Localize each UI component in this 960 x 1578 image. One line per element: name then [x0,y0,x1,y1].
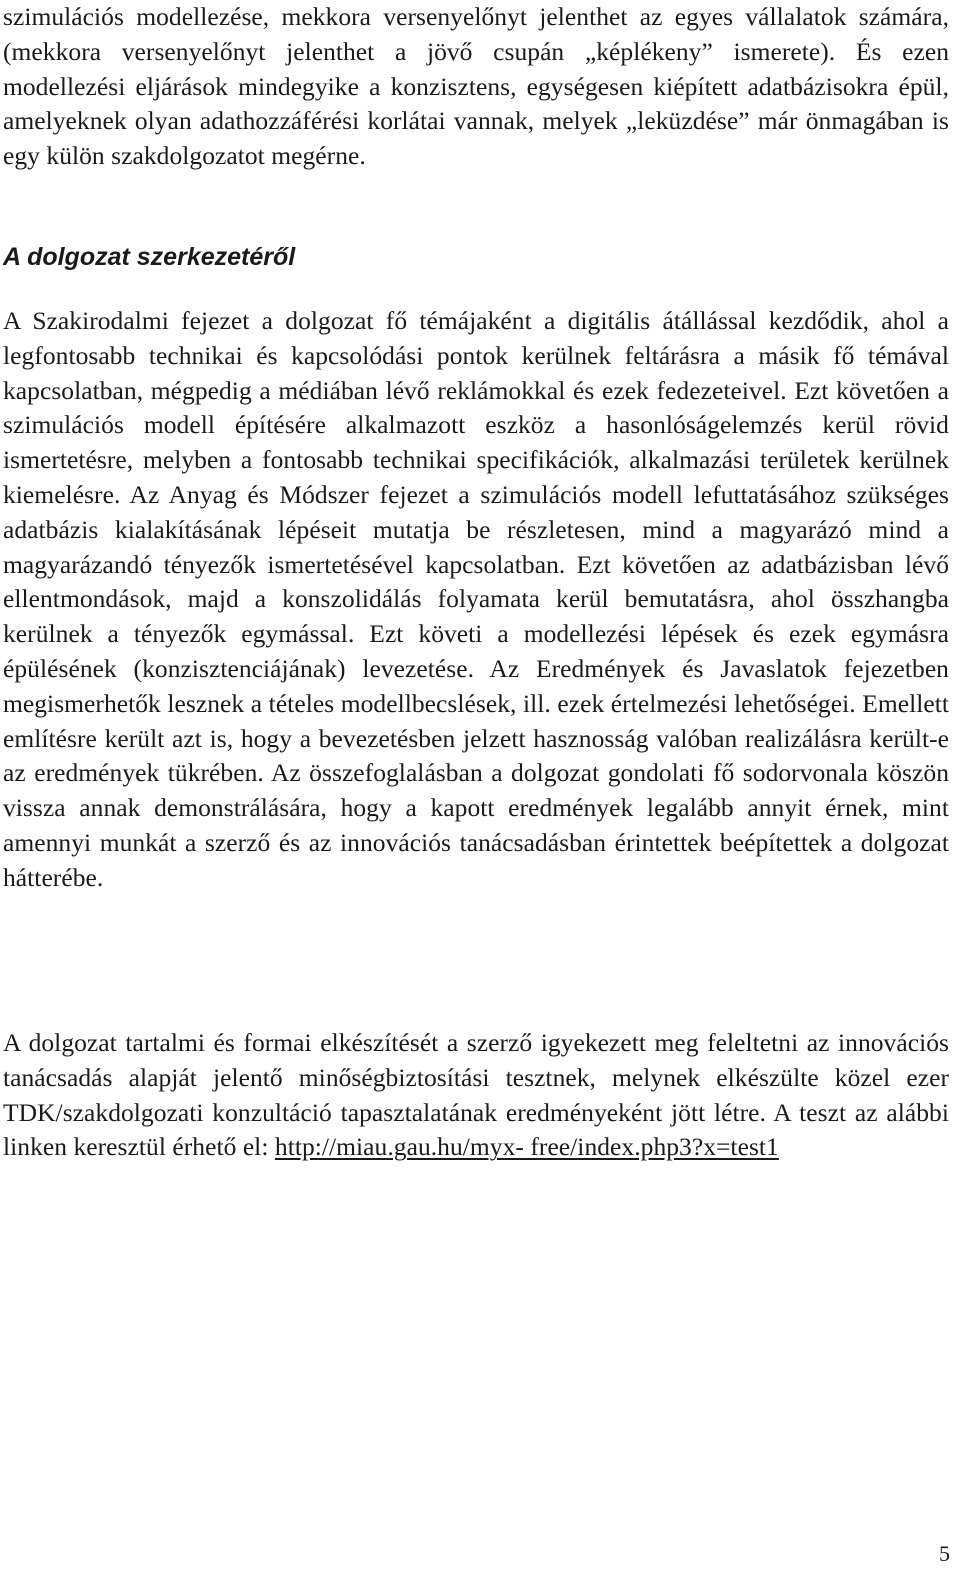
section-heading: A dolgozat szerkezetéről [3,243,296,271]
intro-paragraph: szimulációs modellezése, mekkora versenyelőnyt jelenthet az egyes vállalatok számára, (mekkora versenyelőnyt jelenthet a jövő csupán „képlékeny” ismerete). És ezen modellezési eljárások mindegyike a konzisztens, egységesen kiépített adatbázisokra épül, amelyeknek olyan adathozzáférési korlátai vannak, melyek „leküzdése” már önmagában is egy külön szakdolgozatot megérne. [3,2,949,171]
structure-paragraph: A Szakirodalmi fejezet a dolgozat fő témájaként a digitális átállással kezdődik, ahol a legfontosabb technikai és kapcsolódási pontok kerülnek feltárásra a másik fő témával kapcsolatban, mégpedig a médiában lévő reklámokkal és ezek fedezeteivel. Ezt követően a szimulációs modell építésére alkalmazott eszköz a hasonlóságelemzés kerül rövid ismertetésre, melyben a fontosabb technikai specifikációk, alkalmazási területek kerülnek kiemelésre. Az Anyag és Módszer fejezet a szimulációs modell lefuttatásához szükséges adatbázis kialakításának lépéseit mutatja be részletesen, mind a magyarázó mind a magyarázandó tényezők ismertetésével kapcsolatban. Ezt követően az adatbázisban lévő ellentmondások, majd a konszolidálás folyamata kerül bemutatásra, ahol összhangba kerülnek a tényezők egymással. Ezt követi a modellezési lépések és ezek egymásra épülésének (konzisztenciájának) levezetése. Az Eredmények és Javaslatok fejezetben megismerhetők lesznek a tételes modellbecslések, ill. ezek értelmezési lehetőségei. Emellett említésre került azt is, hogy a bevezetésben jelzett hasznosság valóban realizálásra került-e az eredmények tükrében. Az összefoglalásban a dolgozat gondolati fő sodorvonala köszön vissza annak demonstrálására, hogy a kapott eredmények legalább annyit érnek, mint amennyi munkát a szerző és az innovációs tanácsadásban érintettek beépítettek a dolgozat hátterébe. [3,306,949,892]
closing-paragraph [3,1026,949,1165]
closing-paragraph-text: A dolgozat tartalmi és formai elkészítését a szerző igyekezett meg feleltetni az innovációs tanácsadás alapját jelentő minőségbiztosítási tesztnek, melynek elkészülte közel ezer TDK/szakdolgozati konzultáció tapasztalatának eredményeként jött létre. A teszt az alábbi linken keresztül érhető el: [3,1028,949,1162]
test-link[interactable]: http://miau.gau.hu/myx- free/index.php3?x=test1 [274,1132,779,1162]
page-number: 5 [939,1541,950,1566]
